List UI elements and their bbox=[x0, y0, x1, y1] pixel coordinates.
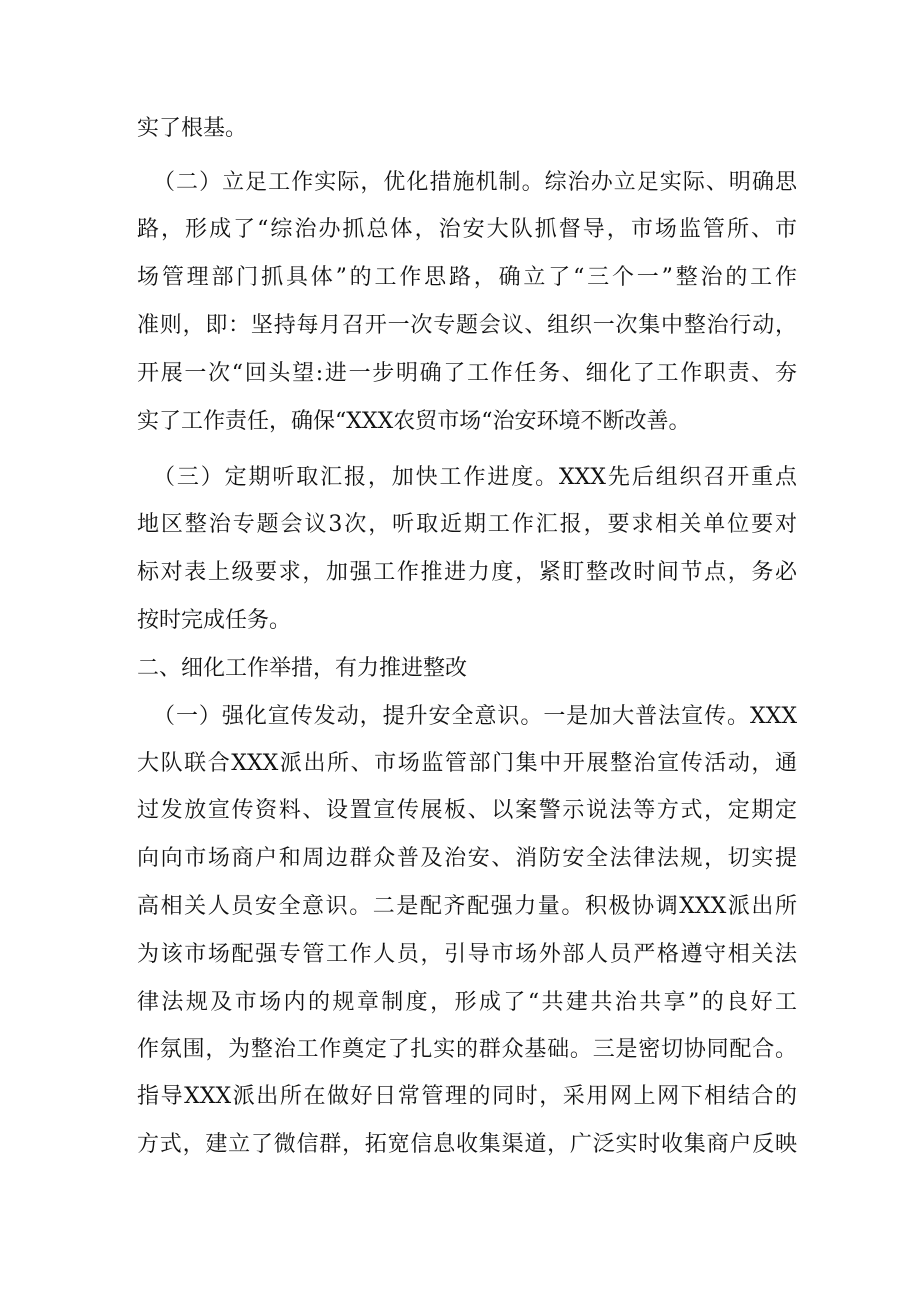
text-line-10: 标对表上级要求，加强工作推进力度，紧盯整改时间节点，务必 bbox=[137, 560, 797, 585]
text-line-7: 实了工作责任，确保“XXX农贸市场“治安环境不断改善。 bbox=[137, 409, 691, 434]
text-line-14: 大队联合XXX派出所、市场监管部门集中开展整治宣传活动，通 bbox=[137, 751, 797, 776]
text-line-3: 路，形成了“综治办抓总体，治安大队抓督导，市场监管所、市 bbox=[137, 217, 797, 242]
text-line-15: 过发放宣传资料、设置宣传展板、以案警示说法等方式，定期定 bbox=[137, 798, 797, 823]
text-line-1: 实了根基。 bbox=[137, 116, 248, 141]
text-line-22: 方式，建立了微信群，拓宽信息收集渠道，广泛实时收集商户反映 bbox=[137, 1132, 797, 1157]
text-line-11: 按时完成任务。 bbox=[137, 608, 292, 633]
text-line-20: 作氛围，为整治工作奠定了扎实的群众基础。三是密切协同配合。 bbox=[137, 1037, 797, 1062]
text-line-13: （一）强化宣传发动，提升安全意识。一是加大普法宣传。XXX bbox=[153, 704, 797, 729]
text-line-18: 为该市场配强专管工作人员，引导市场外部人员严格遵守相关法 bbox=[137, 942, 797, 967]
text-line-17: 高相关人员安全意识。二是配齐配强力量。积极协调XXX派出所 bbox=[137, 894, 797, 919]
text-line-16: 向向市场商户和周边群众普及治安、消防安全法律法规，切实提 bbox=[137, 846, 797, 871]
text-line-9: 地区整治专题会议3次，听取近期工作汇报，要求相关单位要对 bbox=[137, 512, 797, 537]
section-heading: 二、细化工作举措，有力推进整改 bbox=[137, 656, 468, 681]
text-line-5: 准则，即：坚持每月召开一次专题会议、组织一次集中整治行动， bbox=[137, 313, 797, 338]
text-line-8: （三）定期听取汇报，加快工作进度。XXX先后组织召开重点 bbox=[153, 465, 797, 490]
text-line-4: 场管理部门抓具体”的工作思路，确立了“三个一”整治的工作 bbox=[137, 265, 797, 290]
text-line-2: （二）立足工作实际，优化措施机制。综治办立足实际、明确思 bbox=[153, 170, 797, 195]
text-line-21: 指导XXX派出所在做好日常管理的同时，采用网上网下相结合的 bbox=[137, 1084, 797, 1109]
text-line-6: 开展一次“回头望:进一步明确了工作任务、细化了工作职责、夯 bbox=[137, 361, 797, 386]
text-line-19: 律法规及市场内的规章制度，形成了“共建共治共享”的良好工 bbox=[137, 990, 797, 1015]
